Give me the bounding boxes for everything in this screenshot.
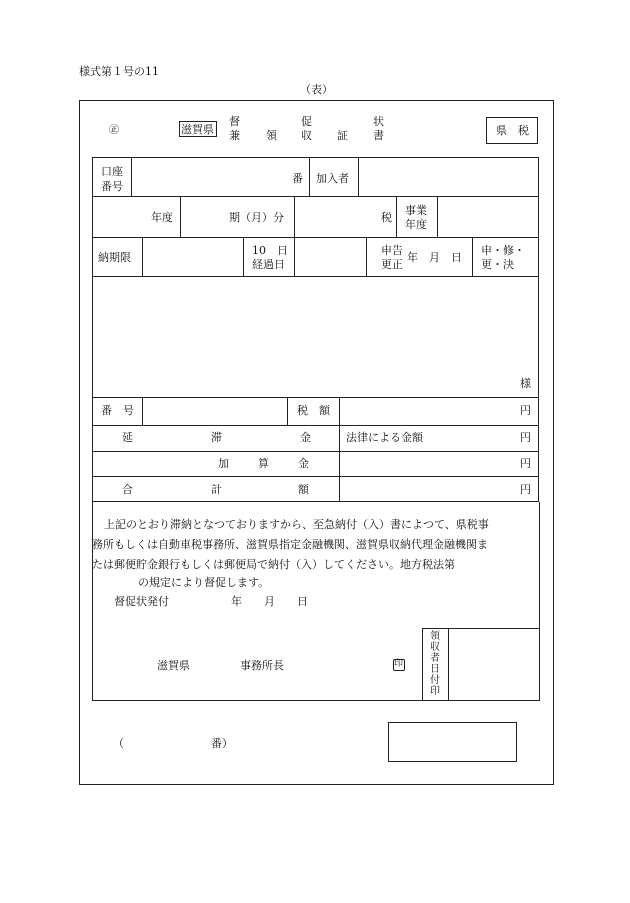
- total-char: 額: [298, 483, 309, 496]
- additional-char: 算: [258, 457, 269, 470]
- kinds-label: 申・修・: [481, 244, 525, 257]
- title-char: 督: [229, 115, 240, 128]
- stamp-char: 者: [430, 653, 440, 664]
- delinquency-char: 滞: [211, 431, 222, 444]
- total-char: 計: [211, 483, 222, 496]
- due-date-label: 納期限: [98, 251, 131, 264]
- footer-box: [388, 722, 517, 762]
- title-char: 証: [337, 129, 348, 142]
- addressee-suffix: 様: [520, 377, 531, 390]
- signature-prefecture: 滋賀県: [157, 659, 190, 672]
- stamp-char: 収: [430, 642, 440, 653]
- yen-label: 円: [520, 457, 531, 470]
- title-char: 促: [301, 115, 312, 128]
- notice-line: 上記のとおり滞納となつておりますから、至急納付（入）書によつて、県税事: [104, 518, 489, 531]
- tax-amount-label: 税 額: [297, 404, 330, 417]
- title-char: 領: [266, 129, 277, 142]
- yen-label: 円: [520, 431, 531, 444]
- yen-label: 円: [520, 404, 531, 417]
- report-label: 更正: [381, 258, 403, 271]
- issue-date: 年 月 日: [231, 595, 308, 608]
- additional-char: 加: [218, 457, 229, 470]
- additional-char: 金: [298, 457, 309, 470]
- side-label: （表）: [300, 83, 333, 96]
- legal-amount-label: 法律による金額: [346, 431, 423, 444]
- yen-label: 円: [520, 483, 531, 496]
- biz-year-label: 年度: [405, 218, 427, 231]
- title-char: 書: [373, 129, 384, 142]
- subscriber-label: 加入者: [316, 172, 349, 185]
- ban-label: 番: [292, 172, 303, 185]
- delinquency-char: 延: [122, 431, 133, 444]
- footer-paren: （: [113, 737, 124, 750]
- tax-box-label: 県 税: [496, 124, 529, 137]
- report-label: 申告: [381, 244, 403, 257]
- period-label: 期（月）分: [229, 211, 284, 224]
- issue-label: 督促状発付: [114, 595, 169, 608]
- footer-number-suffix: 番）: [211, 737, 233, 750]
- form-number: 様式第１号の11: [79, 65, 159, 78]
- total-char: 合: [122, 483, 133, 496]
- stamp-char: 印: [430, 686, 440, 697]
- number-label: 番 号: [101, 404, 134, 417]
- ymd-label: 年 月 日: [407, 251, 462, 264]
- office-head-label: 事務所長: [240, 659, 284, 672]
- tax-label: 税: [381, 211, 392, 224]
- stamp-char: 領: [430, 631, 440, 642]
- biz-year-label: 事業: [405, 204, 427, 217]
- title-char: 兼: [229, 129, 240, 142]
- notice-line: 務所もしくは自動車税事務所、滋賀県指定金融機関、滋賀県収納代理金融機関ま: [92, 538, 488, 551]
- days-label: 経過日: [252, 258, 285, 271]
- title-char: 収: [301, 129, 312, 142]
- title-char: 状: [373, 115, 384, 128]
- delinquency-char: 金: [300, 431, 311, 444]
- stamp-char: 日: [430, 664, 440, 675]
- stamp-char: 付: [430, 675, 440, 686]
- seal-mark-icon: ㊣: [109, 125, 119, 136]
- seal-label: 印: [394, 659, 404, 669]
- days-label: 10 日: [252, 244, 288, 257]
- fiscal-year-label: 年度: [151, 211, 173, 224]
- account-label: 番号: [101, 180, 123, 193]
- account-label: 口座: [101, 165, 123, 178]
- notice-line: たは郵便貯金銀行もしくは郵便局で納付（入）してください。地方税法第: [92, 558, 455, 571]
- kinds-label: 更・決: [481, 258, 514, 271]
- header-prefecture: 滋賀県: [181, 123, 214, 136]
- notice-line: の規定により督促します。: [138, 576, 270, 589]
